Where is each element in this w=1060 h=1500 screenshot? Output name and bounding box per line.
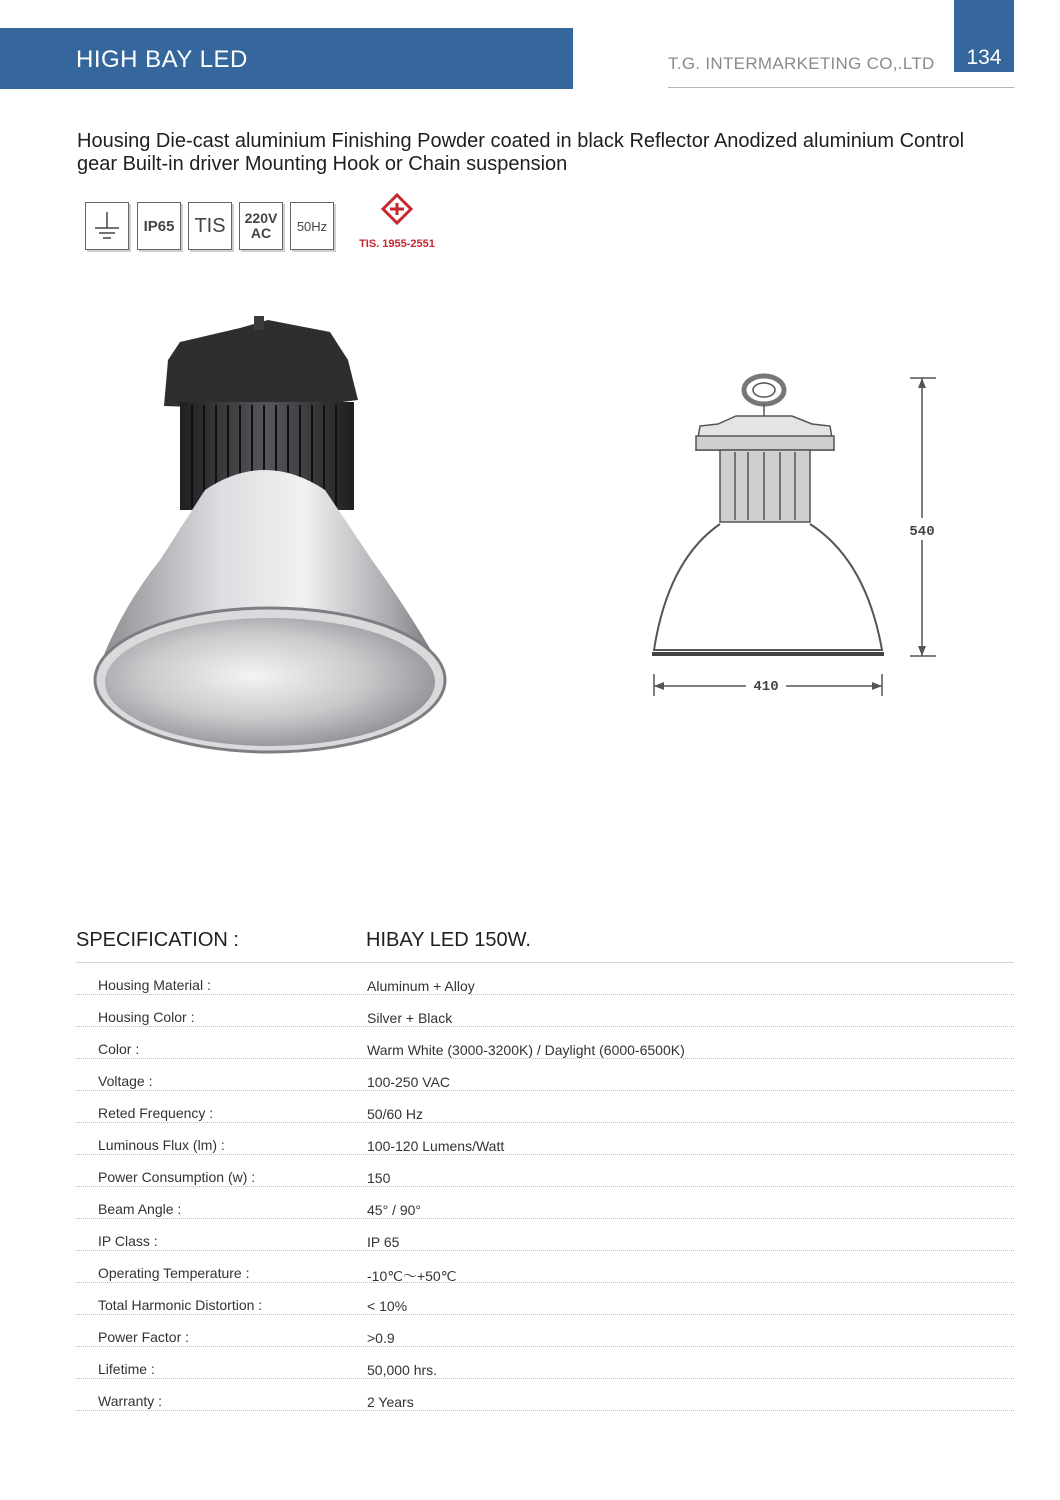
spec-value: 100-120 Lumens/Watt bbox=[367, 1138, 505, 1154]
spec-row-beam-angle bbox=[76, 1187, 1014, 1219]
spec-row-voltage bbox=[76, 1059, 1014, 1091]
spec-value: -10℃～+50℃ bbox=[367, 1268, 457, 1284]
header-divider bbox=[668, 87, 1014, 88]
frequency-badge bbox=[290, 202, 334, 250]
spec-row-warranty bbox=[76, 1379, 1014, 1411]
company-name: T.G. INTERMARKETING CO,.LTD bbox=[668, 54, 935, 73]
tis-standard-mark bbox=[352, 192, 442, 262]
spec-label: Color : bbox=[98, 1041, 140, 1057]
spec-label: Housing Color : bbox=[98, 1009, 195, 1025]
product-photo bbox=[80, 310, 460, 770]
height-dimension-label: 540 bbox=[909, 524, 935, 540]
spec-label: IP Class : bbox=[98, 1233, 158, 1249]
spec-label: Reted Frequency : bbox=[98, 1105, 214, 1121]
spec-value: Silver + Black bbox=[367, 1010, 453, 1026]
product-description: Housing Die-cast aluminium Finishing Powder coated in black Reflector Anodized aluminium Control gear Built-in driver Mounting Hook or Chain suspension bbox=[77, 130, 965, 175]
ip65-label: IP65 bbox=[143, 217, 175, 235]
spec-value: 45° / 90° bbox=[367, 1202, 422, 1218]
spec-label: Voltage : bbox=[98, 1073, 153, 1089]
specification-heading: SPECIFICATION : bbox=[76, 929, 239, 951]
spec-value: 50,000 hrs. bbox=[367, 1362, 438, 1378]
spec-label: Lifetime : bbox=[98, 1361, 155, 1377]
spec-value: Aluminum + Alloy bbox=[367, 978, 475, 994]
ac-label: AC bbox=[250, 225, 272, 241]
section-banner bbox=[0, 28, 573, 89]
spec-row-operating-temperature bbox=[76, 1251, 1014, 1283]
specification-table bbox=[76, 962, 1014, 1411]
tis-logo-icon bbox=[352, 192, 442, 238]
spec-value: 50/60 Hz bbox=[367, 1106, 424, 1122]
spec-row-housing-material bbox=[76, 963, 1014, 995]
page-number: 134 bbox=[966, 46, 1002, 69]
spec-row-color bbox=[76, 1027, 1014, 1059]
dimension-drawing bbox=[640, 360, 960, 705]
spec-value: 2 Years bbox=[367, 1394, 414, 1410]
spec-row-frequency bbox=[76, 1091, 1014, 1123]
voltage-label: 220V bbox=[244, 210, 278, 226]
spec-label: Power Consumption (w) : bbox=[98, 1169, 256, 1185]
frequency-label: 50Hz bbox=[296, 218, 328, 234]
spec-label: Housing Material : bbox=[98, 977, 211, 993]
spec-row-lifetime bbox=[76, 1347, 1014, 1379]
spec-label: Operating Temperature : bbox=[98, 1265, 250, 1281]
voltage-badge bbox=[239, 202, 283, 250]
spec-row-power-factor bbox=[76, 1315, 1014, 1347]
spec-row-housing-color bbox=[76, 995, 1014, 1027]
spec-row-power-consumption bbox=[76, 1155, 1014, 1187]
ground-symbol-icon bbox=[85, 202, 129, 250]
spec-label: Beam Angle : bbox=[98, 1201, 182, 1217]
spec-value: IP 65 bbox=[367, 1234, 400, 1250]
spec-row-thd bbox=[76, 1283, 1014, 1315]
spec-value: Warm White (3000-3200K) / Daylight (6000-6500K) bbox=[367, 1042, 685, 1058]
tis-standard-number: TIS. 1955-2551 bbox=[359, 238, 435, 250]
page-tab bbox=[954, 0, 1014, 72]
spec-label: Total Harmonic Distortion : bbox=[98, 1297, 263, 1313]
spec-label: Warranty : bbox=[98, 1393, 163, 1409]
spec-value: 150 bbox=[367, 1170, 391, 1186]
ip65-badge bbox=[137, 202, 181, 250]
spec-label: Luminous Flux (lm) : bbox=[98, 1137, 225, 1153]
spec-value: 100-250 VAC bbox=[367, 1074, 451, 1090]
spec-value: < 10% bbox=[367, 1298, 408, 1314]
spec-value: >0.9 bbox=[367, 1330, 395, 1346]
tis-label: TIS bbox=[194, 214, 226, 237]
width-dimension-label: 410 bbox=[753, 679, 779, 695]
model-name: HIBAY LED 150W. bbox=[366, 929, 531, 951]
spec-row-luminous-flux bbox=[76, 1123, 1014, 1155]
spec-row-ip-class bbox=[76, 1219, 1014, 1251]
section-title: HIGH BAY LED bbox=[76, 46, 248, 73]
spec-label: Power Factor : bbox=[98, 1329, 190, 1345]
tis-badge bbox=[188, 202, 232, 250]
